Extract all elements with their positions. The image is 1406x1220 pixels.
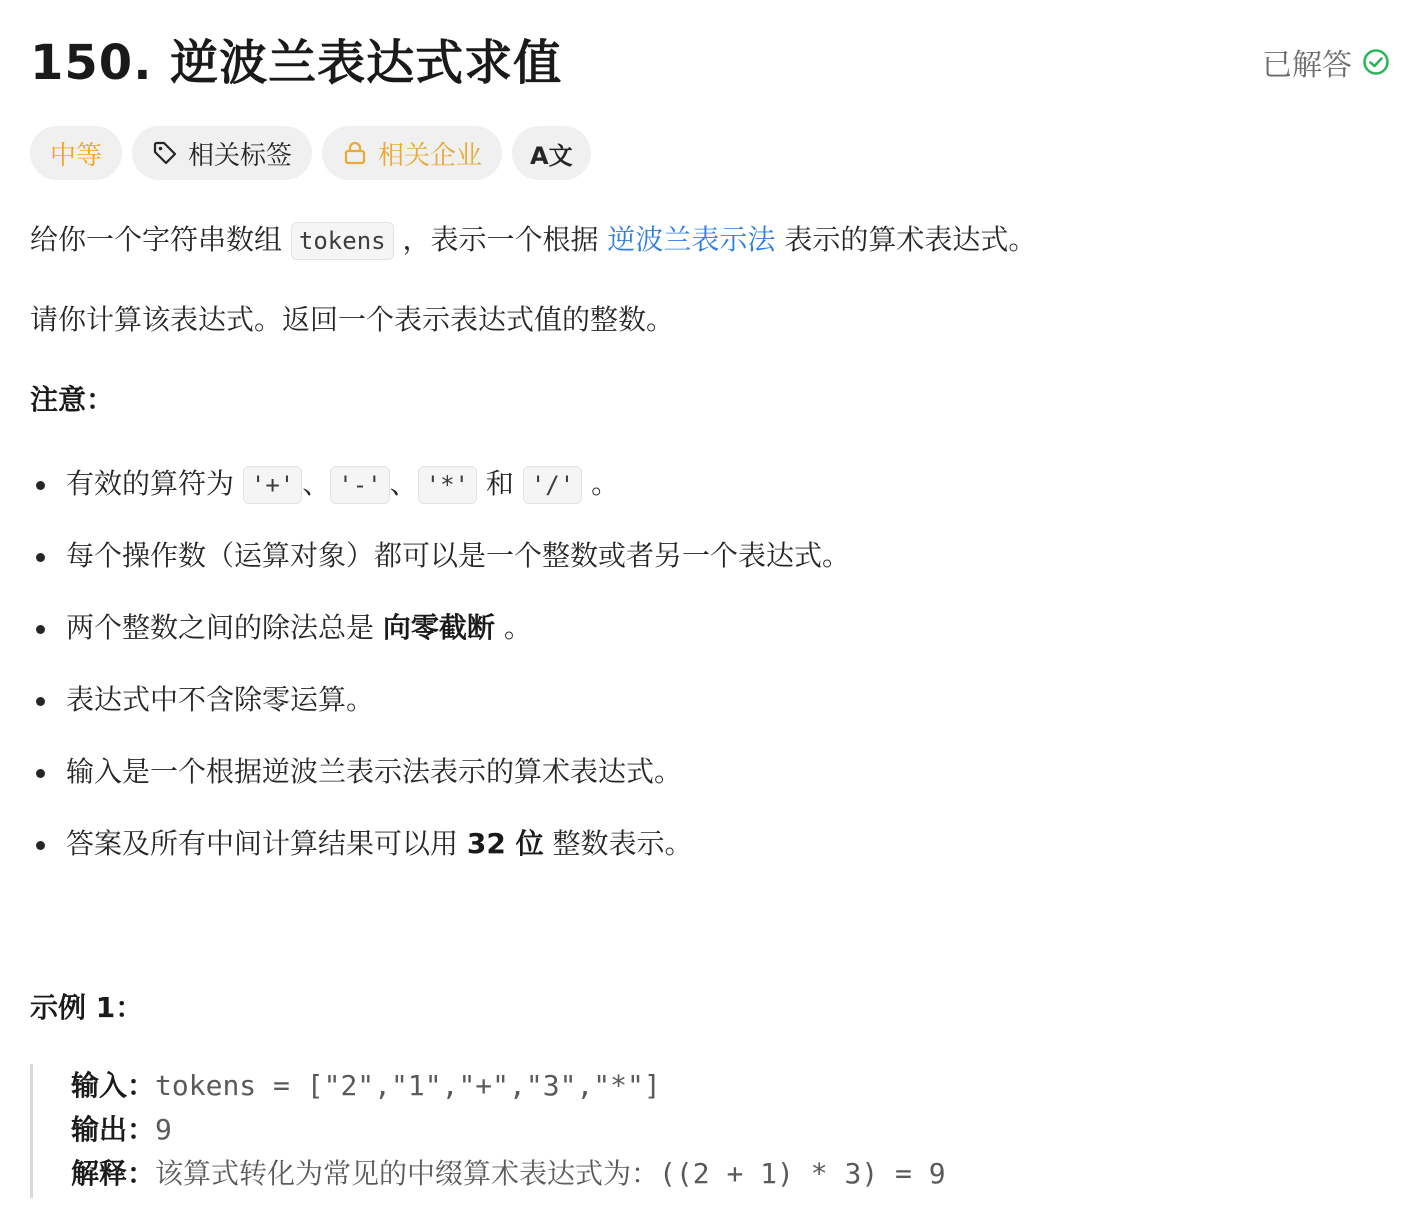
example-block (30, 1064, 946, 1198)
inline-code-tokens: tokens (291, 222, 394, 260)
rpn-link[interactable]: 逆波兰表示法 (607, 223, 776, 256)
solved-label: 已解答 (1262, 48, 1352, 83)
difficulty-label: 中等 (50, 140, 103, 171)
inline-code-plus: '+' (243, 466, 302, 504)
difficulty-badge[interactable] (30, 126, 122, 180)
inline-code-minus: '-' (330, 466, 389, 504)
problem-description-panel (30, 0, 1390, 1190)
related-companies-button[interactable] (322, 126, 502, 180)
solved-status (1262, 40, 1390, 84)
list-item: 答案及所有中间计算结果可以用 32 位 整数表示。 (30, 824, 693, 864)
related-topics-label: 相关标签 (188, 140, 293, 171)
problem-title[interactable]: 150. 逆波兰表达式求值 (30, 35, 563, 91)
tag-icon (152, 140, 178, 166)
list-item: 输入是一个根据逆波兰表示法表示的算术表达式。 (30, 752, 682, 792)
translate-icon: A文 (530, 141, 573, 170)
example-heading: 示例 1： (30, 991, 144, 1024)
inline-code-multiply: '*' (418, 466, 477, 504)
problem-header (30, 0, 1390, 110)
tag-bar (30, 126, 591, 180)
note-heading: 注意： (30, 383, 115, 416)
example-output: 输出：9 (71, 1113, 172, 1146)
related-companies-label: 相关企业 (378, 140, 483, 171)
example-input: 输入：tokens = ["2","1","+","3","*"] (71, 1069, 661, 1102)
description-paragraph-1: 给你一个字符串数组 tokens ，表示一个根据 逆波兰表示法 表示的算术表达式。 (30, 220, 1036, 261)
inline-code-divide: '/' (523, 466, 582, 504)
list-item: 两个整数之间的除法总是 向零截断 。 (30, 608, 532, 648)
list-item: 每个操作数（运算对象）都可以是一个整数或者另一个表达式。 (30, 536, 850, 576)
list-item: 有效的算符为 '+' 、 '-' 、 '*' 和 '/' 。 (30, 464, 619, 505)
example-explanation: 解释：该算式转化为常见的中缀算术表达式为：((2 + 1) * 3) = 9 (71, 1157, 946, 1190)
description-paragraph-2: 请你计算该表达式。返回一个表示表达式值的整数。 (30, 303, 675, 336)
translate-button[interactable] (512, 126, 591, 180)
check-circle-icon (1362, 48, 1390, 76)
related-topics-button[interactable] (132, 126, 312, 180)
lock-icon (342, 140, 368, 166)
list-item: 表达式中不含除零运算。 (30, 680, 374, 720)
